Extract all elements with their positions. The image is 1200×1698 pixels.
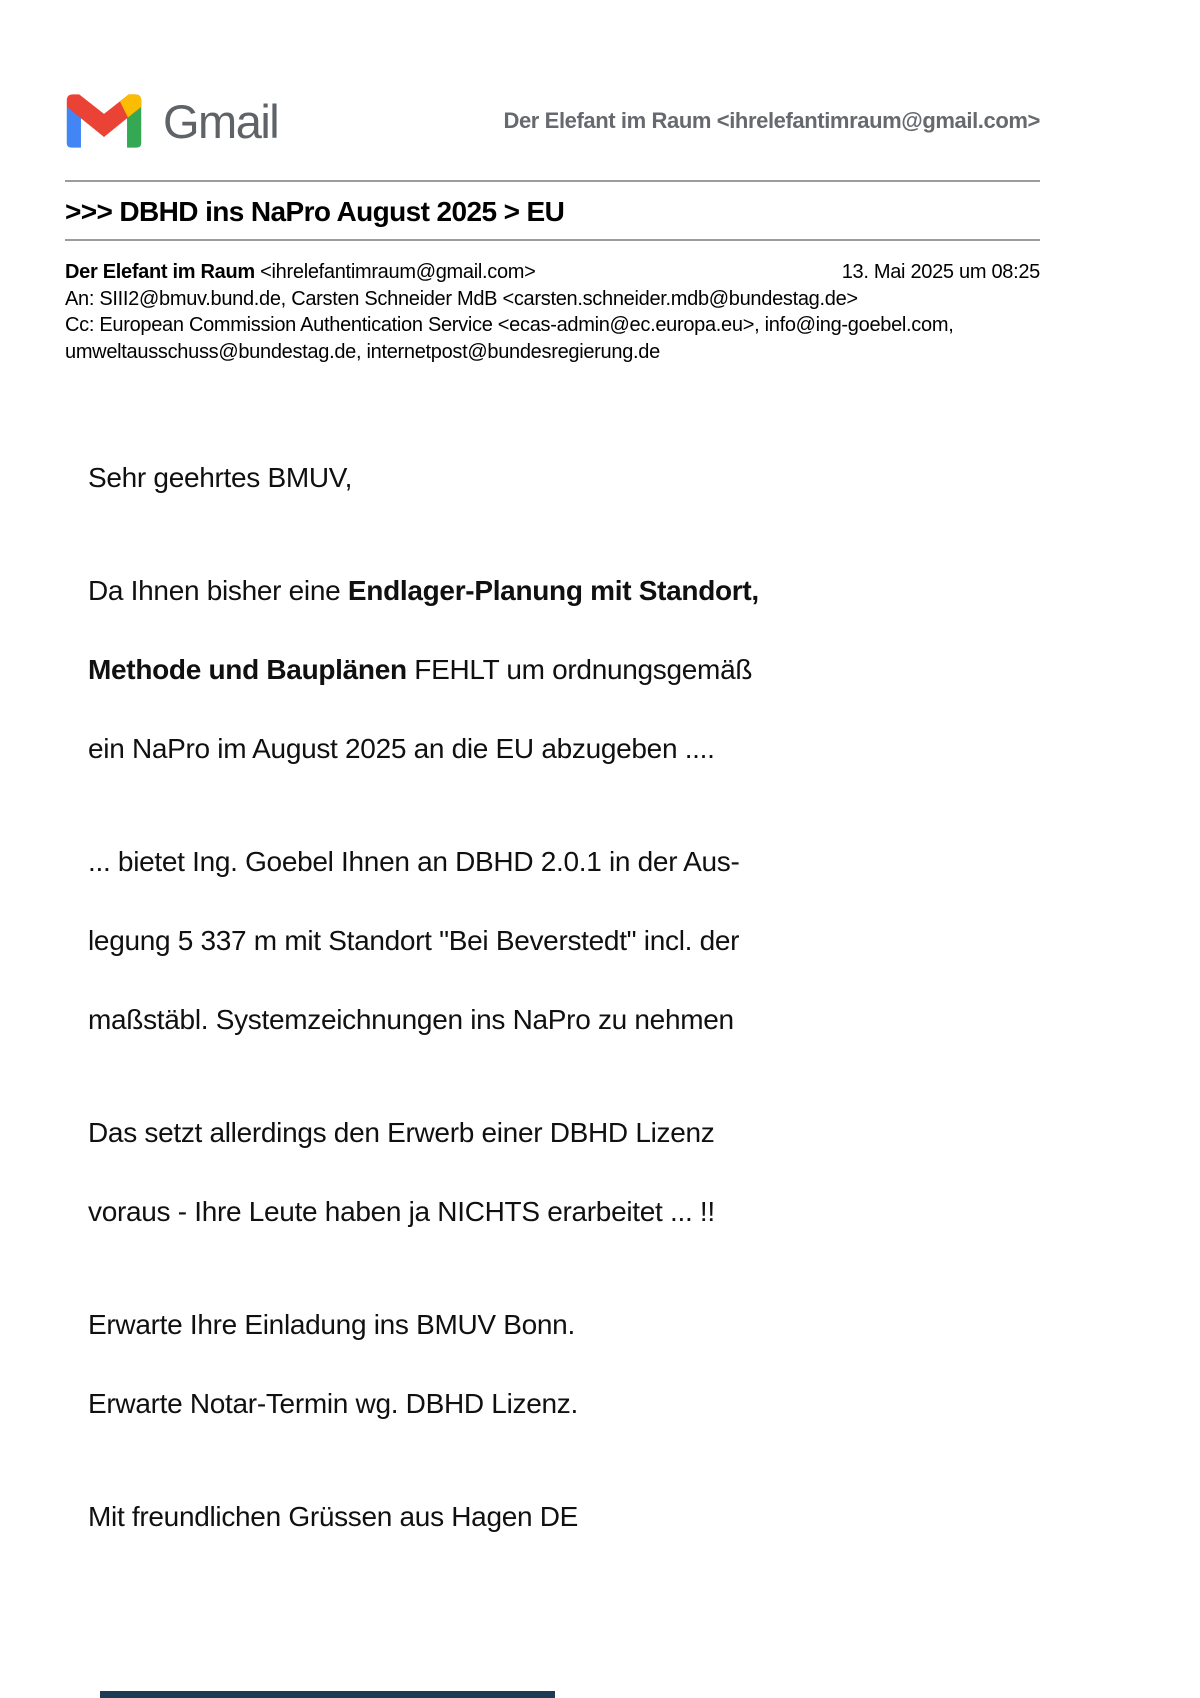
body-line: legung 5 337 m mit Standort "Bei Beverstedt" incl. der (88, 925, 740, 956)
email-subject: >>> DBHD ins NaPro August 2025 > EU (65, 196, 565, 227)
from-row (65, 259, 1040, 286)
gmail-logo-icon (65, 92, 143, 150)
body-line (88, 630, 1040, 709)
paragraph-offer (88, 822, 1040, 1059)
body-text: FEHLT um ordnungsgemäß (406, 654, 753, 685)
paragraph-greeting (88, 438, 1040, 517)
body-line: Erwarte Ihre Einladung ins BMUV Bonn. (88, 1309, 575, 1340)
from-field (65, 259, 536, 286)
cutoff-banner (100, 1691, 555, 1698)
recipients-cc: Cc: European Commission Authentication Service <ecas-admin@ec.europa.eu>, info@ing-goebel.com, umweltausschuss@bundestag.de, internetpost@bundesregierung.de (65, 314, 954, 363)
divider-top (65, 180, 1040, 182)
gmail-wordmark: Gmail (163, 94, 279, 148)
body-line (88, 551, 1040, 630)
message-date: 13. Mai 2025 um 08:25 (841, 261, 1040, 283)
body-line: ... bietet Ing. Goebel Ihnen an DBHD 2.0.1 in der Aus- (88, 846, 740, 877)
body-text-bold: Methode und Bauplänen (88, 654, 407, 685)
body-line: Mit freundlichen Grüssen aus Hagen DE (88, 1501, 579, 1532)
body-text: Da Ihnen bisher eine (88, 575, 348, 606)
body-line: ein NaPro im August 2025 an die EU abzugeben .... (88, 733, 715, 764)
body-line: Das setzt allerdings den Erwerb einer DBHD Lizenz (88, 1117, 715, 1148)
email-body (88, 438, 1040, 1590)
sender-name: Der Elefant im Raum (65, 261, 255, 283)
print-header (65, 84, 1040, 158)
paragraph-expectations (88, 1285, 1040, 1443)
body-line: voraus - Ihre Leute haben ja NICHTS erarbeitet ... !! (88, 1196, 715, 1227)
account-identity: Der Elefant im Raum <ihrelefantimraum@gmail.com> (503, 108, 1040, 133)
body-line: maßstäbl. Systemzeichnungen ins NaPro zu nehmen (88, 1004, 734, 1035)
paragraph-missing-planning (88, 551, 1040, 788)
body-text-bold: Endlager-Planung mit Standort, (347, 575, 759, 606)
body-line: Sehr geehrtes BMUV, (88, 462, 353, 493)
body-line: Erwarte Notar-Termin wg. DBHD Lizenz. (88, 1388, 578, 1419)
message-meta (65, 259, 1040, 365)
paragraph-closing (88, 1477, 1040, 1556)
gmail-brand (65, 92, 278, 150)
recipients-to: An: SIII2@bmuv.bund.de, Carsten Schneider MdB <carsten.schneider.mdb@bundestag.de> (65, 287, 858, 310)
sender-email: <ihrelefantimraum@gmail.com> (254, 261, 536, 283)
paragraph-license (88, 1093, 1040, 1251)
divider-subject (65, 239, 1040, 241)
